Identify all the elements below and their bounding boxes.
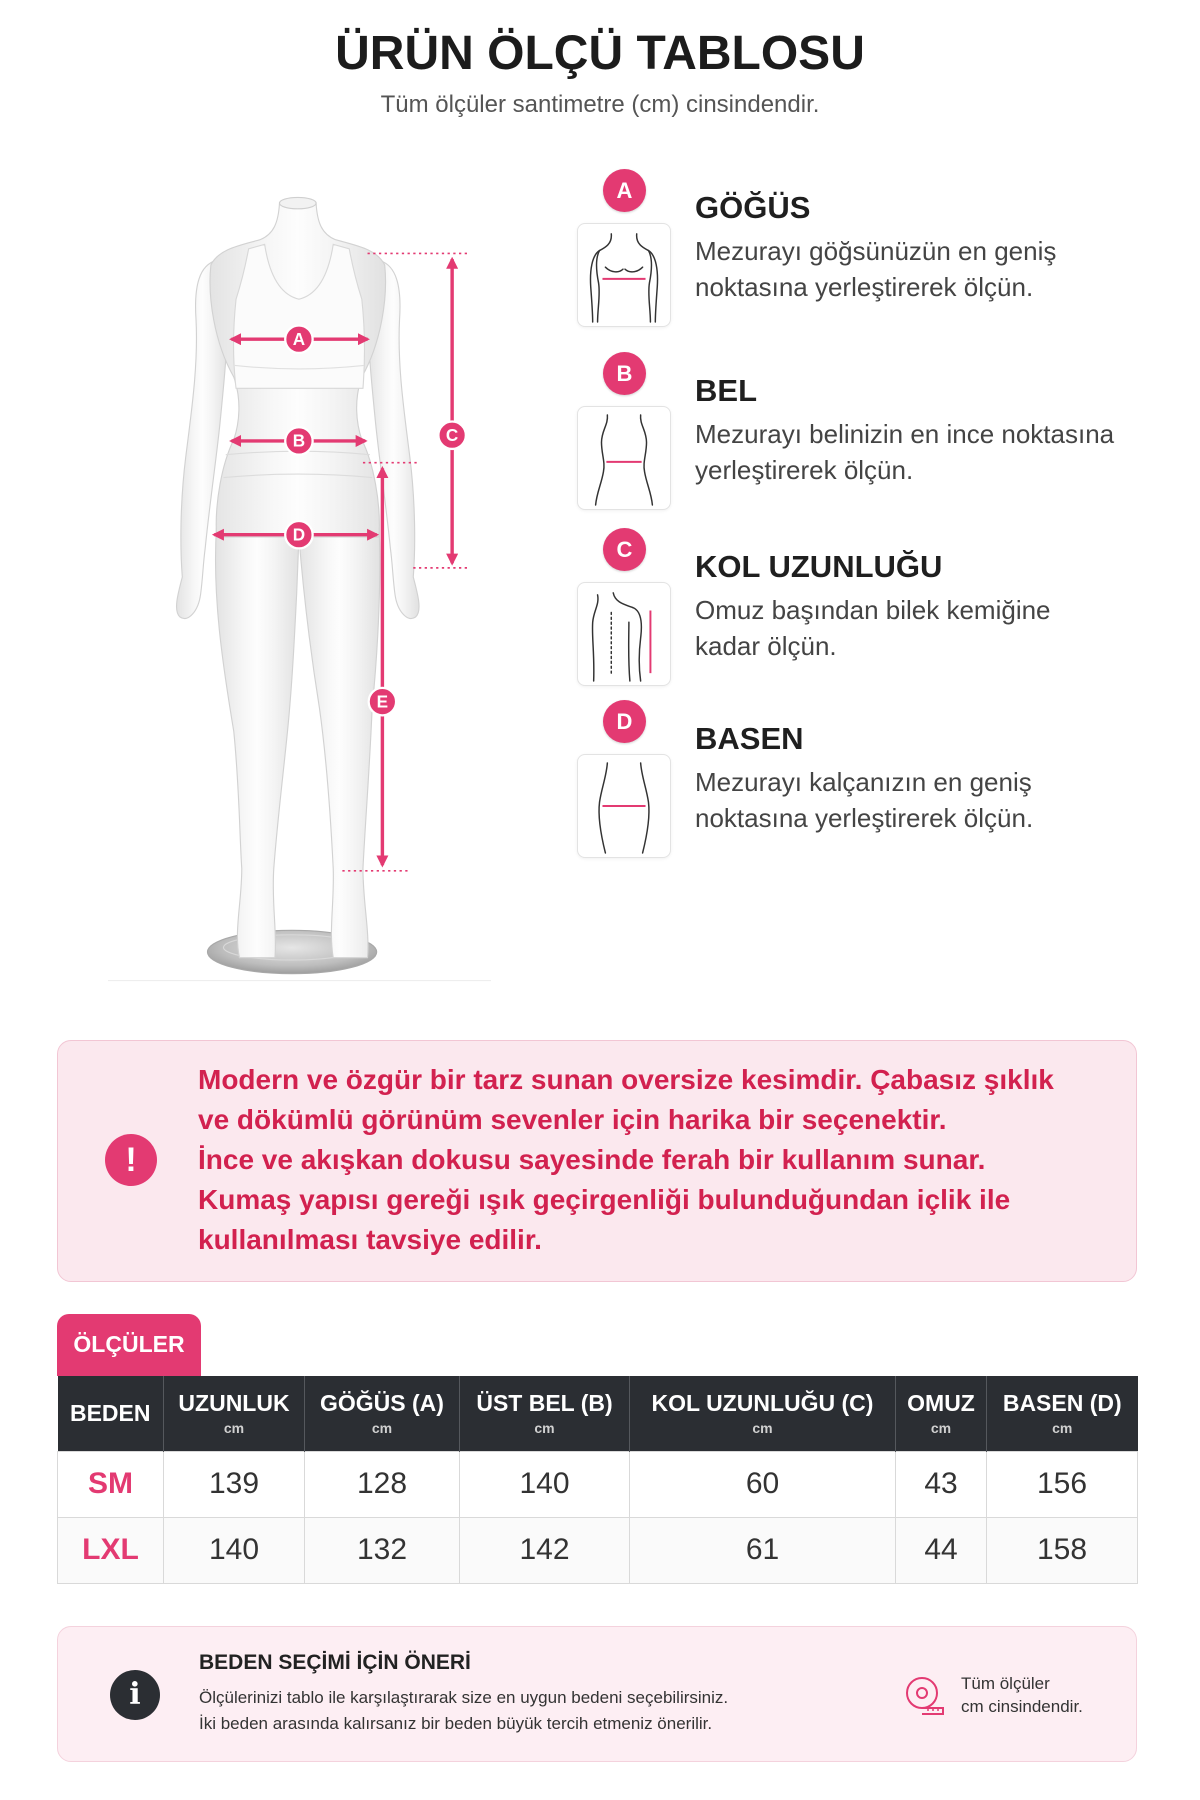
page-title: ÜRÜN ÖLÇÜ TABLOSU	[335, 27, 865, 80]
fit-notice-box	[57, 1040, 1137, 1282]
column-header-shoulder	[896, 1376, 987, 1451]
measure-label-b: B	[292, 430, 306, 451]
fit-notice-line: kullanılması tavsiye edilir.	[198, 1224, 542, 1255]
guide-description	[695, 416, 1114, 488]
units-note-line: cm cinsindendir.	[961, 1697, 1083, 1716]
table-cell: 158	[987, 1517, 1138, 1583]
column-header-length	[164, 1376, 305, 1451]
guide-description-line: noktasına yerleştirerek ölçün.	[695, 803, 1034, 833]
measure-label-d: D	[292, 524, 306, 545]
size-tip-line: Ölçülerinizi tablo ile karşılaştırarak size en uygun bedeni seçebilirsiniz.	[199, 1688, 729, 1707]
exclamation-icon: !	[105, 1134, 157, 1186]
guide-description	[695, 592, 1051, 664]
measure-label-e: E	[376, 691, 389, 712]
column-label: KOL UZUNLUĞU (C)	[651, 1390, 874, 1417]
guide-description-line: kadar ölçün.	[695, 631, 837, 661]
hip-measure-icon	[577, 754, 671, 858]
guide-title: BEL	[695, 373, 757, 408]
measuring-tape-icon	[902, 1673, 946, 1717]
table-cell: 128	[305, 1451, 460, 1517]
size-tip-line: İki beden arasında kalırsanız bir beden büyük tercih etmeniz önerilir.	[199, 1714, 713, 1733]
table-cell: 60	[630, 1451, 896, 1517]
column-label: OMUZ	[907, 1390, 975, 1417]
column-label: ÜST BEL (B)	[476, 1390, 613, 1417]
table-row	[58, 1517, 1138, 1583]
guide-badge: B	[603, 352, 646, 395]
waist-measure-icon	[577, 406, 671, 510]
guide-title: BASEN	[695, 721, 804, 756]
guide-description-line: Omuz başından bilek kemiğine	[695, 595, 1051, 625]
column-unit: cm	[223, 1420, 245, 1437]
measure-label-c: C	[445, 424, 459, 445]
column-label: UZUNLUK	[178, 1390, 290, 1417]
table-row	[58, 1451, 1138, 1517]
mannequin-figure	[108, 171, 491, 983]
column-unit: cm	[930, 1420, 952, 1437]
fit-notice-line: İnce ve akışkan dokusu sayesinde ferah bir kullanım sunar.	[198, 1144, 986, 1175]
guide-description-line: noktasına yerleştirerek ölçün.	[695, 272, 1034, 302]
info-icon: i	[110, 1670, 160, 1720]
guide-title: GÖĞÜS	[695, 190, 811, 225]
table-cell: 142	[460, 1517, 630, 1583]
table-cell: 132	[305, 1517, 460, 1583]
units-note	[961, 1672, 1083, 1718]
column-unit: cm	[752, 1420, 773, 1437]
guide-description	[695, 233, 1056, 305]
table-cell: 156	[987, 1451, 1138, 1517]
fit-notice-text	[198, 1060, 1054, 1260]
column-header-waist	[460, 1376, 630, 1451]
column-unit: cm	[1052, 1420, 1073, 1437]
column-header-chest	[305, 1376, 460, 1451]
table-cell: 140	[460, 1451, 630, 1517]
column-unit: cm	[371, 1420, 393, 1437]
column-unit: cm	[534, 1420, 555, 1437]
measurements-tab: ÖLÇÜLER	[57, 1314, 201, 1376]
fit-notice-line: ve dökümlü görünüm sevenler için harika bir seçenektir.	[198, 1104, 947, 1135]
column-label: BEDEN	[69, 1400, 151, 1427]
guide-description-line: Mezurayı belinizin en ince noktasına	[695, 419, 1115, 449]
guide-badge: D	[603, 700, 646, 743]
units-note-line: Tüm ölçüler	[961, 1674, 1050, 1693]
fit-notice-line: Kumaş yapısı gereği ışık geçirgenliği bulunduğundan içlik ile	[198, 1184, 1011, 1215]
column-header-hips	[987, 1376, 1138, 1451]
mannequin-neck-top	[279, 197, 316, 208]
mannequin-left-leg	[216, 526, 299, 958]
size-cell: SM	[58, 1451, 164, 1517]
size-tip-title: BEDEN SEÇİMİ İÇİN ÖNERİ	[199, 1651, 471, 1674]
table-cell: 61	[630, 1517, 896, 1583]
table-cell: 140	[164, 1517, 305, 1583]
column-header-arm-length	[630, 1376, 896, 1451]
table-cell: 139	[164, 1451, 305, 1517]
guide-title: KOL UZUNLUĞU	[695, 549, 943, 584]
size-tip-text	[199, 1685, 728, 1737]
arm-length-measure-icon	[577, 582, 671, 686]
guide-description-line: Mezurayı göğsünüzün en geniş	[695, 236, 1057, 266]
size-tip-box	[57, 1626, 1137, 1762]
guide-item-hips	[577, 700, 1177, 870]
table-header-row	[58, 1376, 1138, 1451]
guide-badge: C	[603, 528, 646, 571]
guide-description	[695, 764, 1033, 836]
column-label: GÖĞÜS (A)	[320, 1390, 444, 1417]
size-table	[57, 1376, 1138, 1584]
chest-measure-icon	[577, 223, 671, 327]
guide-description-line: Mezurayı kalçanızın en geniş	[695, 767, 1032, 797]
guide-item-waist	[577, 352, 1177, 522]
mannequin-right-leg	[299, 526, 380, 958]
table-cell: 43	[896, 1451, 987, 1517]
fit-notice-line: Modern ve özgür bir tarz sunan oversize kesimdir. Çabasız şıklık	[198, 1064, 1054, 1095]
guide-badge: A	[603, 169, 646, 212]
guide-description-line: yerleştirerek ölçün.	[695, 455, 914, 485]
column-label: BASEN (D)	[1002, 1390, 1122, 1417]
column-header-size	[58, 1376, 164, 1451]
guide-item-arm-length	[577, 528, 1177, 698]
page-subtitle: Tüm ölçüler santimetre (cm) cinsindendir.	[380, 91, 820, 118]
table-cell: 44	[896, 1517, 987, 1583]
measure-label-a: A	[292, 328, 306, 349]
size-cell: LXL	[58, 1517, 164, 1583]
guide-item-chest	[577, 169, 1177, 339]
